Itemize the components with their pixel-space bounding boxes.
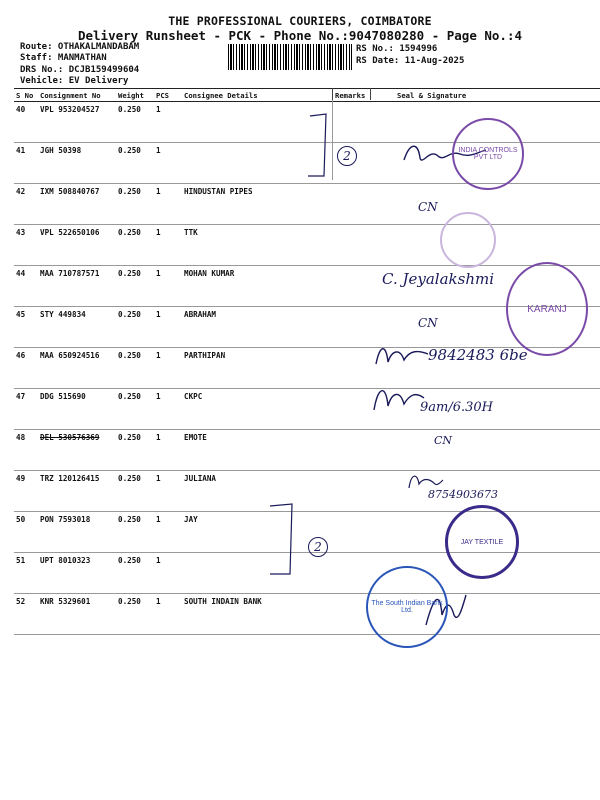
handwritten-name: C. Jeyalakshmi [382, 270, 494, 288]
drs-label: DRS No.: DCJB159499604 [20, 65, 140, 75]
cn-note: CN [418, 316, 438, 330]
cell-sno: 47 [14, 389, 38, 430]
cell-pcs: 1 [154, 430, 182, 471]
cell-pcs: 1 [154, 184, 182, 225]
cell-remarks [333, 430, 371, 471]
col-consignment: Consignment No [38, 89, 116, 102]
cell-weight: 0.250 [116, 430, 154, 471]
cell-weight: 0.250 [116, 512, 154, 553]
column-divider [370, 88, 371, 100]
cell-remarks [333, 266, 371, 307]
col-consignee: Consignee Details [182, 89, 333, 102]
col-seal: Seal & Signature [371, 89, 600, 102]
cell-cons: VPL 953204527 [38, 102, 116, 143]
cell-pcs: 1 [154, 594, 182, 635]
cell-seal [371, 430, 600, 471]
signature [368, 380, 428, 420]
cell-consignee: EMOTE [182, 430, 333, 471]
cell-weight: 0.250 [116, 225, 154, 266]
cell-pcs: 1 [154, 553, 182, 594]
table-row [14, 430, 600, 471]
cell-pcs: 1 [154, 348, 182, 389]
cell-cons: STY 449834 [38, 307, 116, 348]
cell-sno: 46 [14, 348, 38, 389]
cell-cons: IXM 508840767 [38, 184, 116, 225]
stamp-text: KARANJ [527, 303, 567, 315]
cell-weight: 0.250 [116, 102, 154, 143]
cell-consignee: JULIANA [182, 471, 333, 512]
cell-remarks [333, 307, 371, 348]
col-weight: Weight [116, 89, 154, 102]
cell-sno: 44 [14, 266, 38, 307]
cell-sno: 51 [14, 553, 38, 594]
cell-weight: 0.250 [116, 307, 154, 348]
cell-pcs: 1 [154, 389, 182, 430]
cell-sno: 45 [14, 307, 38, 348]
handwritten-phone: 8754903673 [428, 488, 498, 501]
circled-note: 2 [308, 537, 328, 557]
bank-stamp [366, 566, 448, 648]
cell-cons: TRZ 120126415 [38, 471, 116, 512]
cell-consignee: MOHAN KUMAR [182, 266, 333, 307]
cell-cons: UPT 8010323 [38, 553, 116, 594]
cell-cons: PON 7593018 [38, 512, 116, 553]
cell-pcs: 1 [154, 102, 182, 143]
cell-consignee: JAY [182, 512, 333, 553]
cell-cons: JGH 50398 [38, 143, 116, 184]
cell-remarks [333, 225, 371, 266]
col-sno: S No [14, 89, 38, 102]
cell-remarks [333, 471, 371, 512]
cell-remarks [333, 184, 371, 225]
cell-pcs: 1 [154, 143, 182, 184]
cell-sno: 41 [14, 143, 38, 184]
cell-pcs: 1 [154, 225, 182, 266]
cell-weight: 0.250 [116, 471, 154, 512]
table-row [14, 594, 600, 635]
cell-consignee: ABRAHAM [182, 307, 333, 348]
bracket-mark [300, 110, 380, 180]
cell-weight: 0.250 [116, 143, 154, 184]
cell-consignee: PARTHIPAN [182, 348, 333, 389]
stamp-text: The South Indian Bank Ltd. [371, 600, 443, 614]
cell-cons: MAA 710787571 [38, 266, 116, 307]
cell-consignee: HINDUSTAN PIPES [182, 184, 333, 225]
stamp-text: INDIA CONTROLS PVT LTD [458, 147, 518, 161]
cell-sno: 42 [14, 184, 38, 225]
cell-cons: VPL 522650106 [38, 225, 116, 266]
cell-sno: 50 [14, 512, 38, 553]
cell-weight: 0.250 [116, 553, 154, 594]
column-divider [332, 88, 333, 100]
rs-date: RS Date: 11-Aug-2025 [356, 56, 465, 66]
stamp-text: JAY TEXTILE [460, 538, 504, 546]
cell-remarks [333, 594, 371, 635]
cell-sno: 52 [14, 594, 38, 635]
cell-pcs: 1 [154, 266, 182, 307]
cell-cons: DEL 530576369 [38, 430, 116, 471]
runsheet-subtitle: Delivery Runsheet - PCK - Phone No.:9047080280 - Page No.:4 [77, 28, 522, 43]
cell-weight: 0.250 [116, 266, 154, 307]
staff-label: Staff: MANMATHAN [20, 53, 107, 63]
cell-cons: KNR 5329601 [38, 594, 116, 635]
cell-weight: 0.250 [116, 184, 154, 225]
route-label: Route: OTHAKALMANDABAM [20, 42, 140, 52]
cell-pcs: 1 [154, 307, 182, 348]
cell-consignee: SOUTH INDAIN BANK [182, 594, 333, 635]
table-row [14, 389, 600, 430]
cell-sno: 40 [14, 102, 38, 143]
cell-remarks [333, 389, 371, 430]
cell-sno: 49 [14, 471, 38, 512]
table-row [14, 225, 600, 266]
cell-cons: MAA 650924516 [38, 348, 116, 389]
cell-sno: 43 [14, 225, 38, 266]
company-stamp [445, 505, 519, 579]
cell-consignee: CKPC [182, 389, 333, 430]
table-row [14, 184, 600, 225]
vehicle-label: Vehicle: EV Delivery [20, 76, 129, 86]
circled-note: 2 [337, 146, 357, 166]
cell-cons: DDG 515690 [38, 389, 116, 430]
cell-consignee: TTK [182, 225, 333, 266]
faded-stamp [440, 212, 496, 268]
col-pcs: PCS [154, 89, 182, 102]
cell-sno: 48 [14, 430, 38, 471]
handwritten-note: 9am/6.30H [420, 400, 494, 415]
handwritten-phone: 9842483 6be [428, 346, 528, 364]
cell-weight: 0.250 [116, 389, 154, 430]
barcode [228, 44, 352, 70]
col-remarks: Remarks [333, 89, 371, 102]
cell-remarks [333, 348, 371, 389]
table-header-row [14, 89, 600, 102]
company-stamp [506, 262, 588, 356]
cell-pcs: 1 [154, 471, 182, 512]
rs-number: RS No.: 1594996 [356, 44, 438, 54]
cell-weight: 0.250 [116, 348, 154, 389]
cn-note: CN [418, 200, 438, 214]
signature [372, 340, 432, 370]
company-stamp [452, 118, 524, 190]
company-title: THE PROFESSIONAL COURIERS, COIMBATORE [168, 14, 432, 28]
cn-note: CN [434, 434, 453, 447]
cell-remarks [333, 553, 371, 594]
cell-weight: 0.250 [116, 594, 154, 635]
cell-remarks [333, 512, 371, 553]
cell-pcs: 1 [154, 512, 182, 553]
